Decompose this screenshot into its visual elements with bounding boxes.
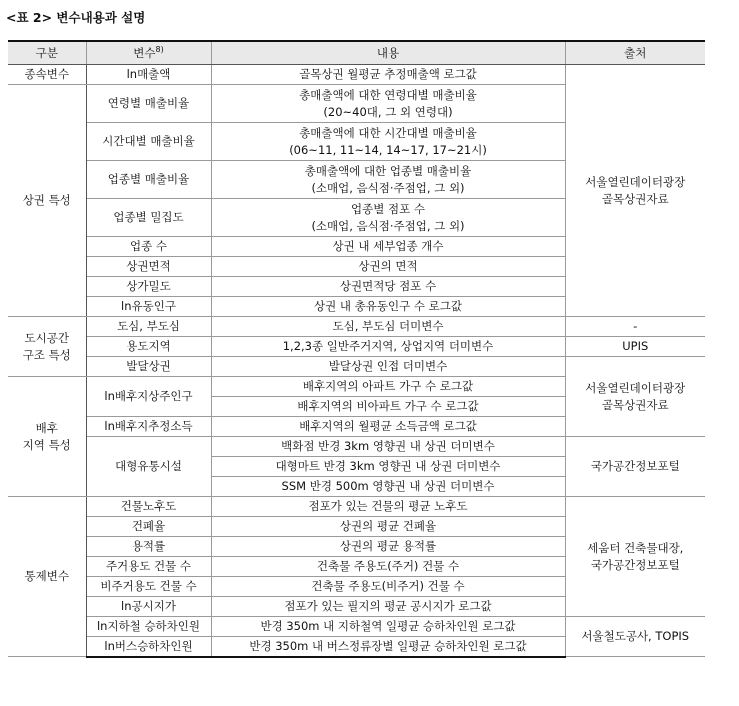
- source-cell: UPIS: [565, 337, 705, 357]
- table-row: [8, 617, 705, 637]
- table-row: [8, 65, 705, 85]
- variable-cell: 용도지역: [86, 337, 211, 357]
- table-caption: <표 2> 변수내용과 설명: [6, 10, 146, 25]
- variable-cell: 업종 수: [86, 237, 211, 257]
- variable-cell: ln공시지가: [86, 597, 211, 617]
- content-cell: 배후지역의 아파트 가구 수 로그값: [211, 377, 565, 397]
- variable-cell: 주거용도 건물 수: [86, 557, 211, 577]
- variable-cell: 상권면적: [86, 257, 211, 277]
- source-cell: 국가공간정보포털: [565, 437, 705, 497]
- group-cell: [8, 317, 86, 377]
- source-line: 세움터 건축물대장,: [587, 540, 684, 555]
- variable-cell: ln배후지추정소득: [86, 417, 211, 437]
- content-cell: 상권면적당 점포 수: [211, 277, 565, 297]
- variable-cell: 대형유통시설: [86, 437, 211, 497]
- content-cell: 반경 350m 내 지하철역 일평균 승하차인원 로그값: [211, 617, 565, 637]
- content-cell: [211, 85, 565, 123]
- table-row: [8, 337, 705, 357]
- source-line: 골목상권자료: [601, 397, 669, 412]
- source-line: 골목상권자료: [601, 191, 669, 206]
- content-cell: 1,2,3종 일반주거지역, 상업지역 더미변수: [211, 337, 565, 357]
- content-line: 총매출액에 대한 연령대별 매출비율: [299, 87, 477, 102]
- variable-cell: 연령별 매출비율: [86, 85, 211, 123]
- table-row: [8, 497, 705, 517]
- content-cell: 골목상권 월평균 추정매출액 로그값: [211, 65, 565, 85]
- variable-cell: 시간대별 매출비율: [86, 123, 211, 161]
- content-cell: 상권 내 세부업종 개수: [211, 237, 565, 257]
- group-cell: 종속변수: [8, 65, 86, 85]
- source-cell: [565, 357, 705, 437]
- content-line: (20~40대, 그 외 연령대): [323, 104, 453, 119]
- table-row: [8, 437, 705, 457]
- group-cell: 상권 특성: [8, 85, 86, 317]
- content-cell: [211, 199, 565, 237]
- content-cell: [211, 123, 565, 161]
- content-line: (소매업, 음식점·주점업, 그 외): [311, 218, 465, 233]
- content-line: 총매출액에 대한 업종별 매출비율: [304, 163, 472, 178]
- source-line: 서울열린데이터광장: [585, 380, 686, 395]
- source-line: 국가공간정보포털: [590, 557, 680, 572]
- header-source: 출처: [565, 41, 705, 65]
- content-cell: 건축물 주용도(주거) 건물 수: [211, 557, 565, 577]
- content-cell: 상권의 평균 건폐율: [211, 517, 565, 537]
- group-line: 지역 특성: [22, 437, 71, 452]
- content-line: 총매출액에 대한 시간대별 매출비율: [299, 125, 477, 140]
- variable-cell: 용적률: [86, 537, 211, 557]
- variable-cell: ln버스승하차인원: [86, 637, 211, 657]
- group-line: 구조 특성: [22, 347, 71, 362]
- content-cell: 배후지역의 비아파트 가구 수 로그값: [211, 397, 565, 417]
- variable-cell: ln매출액: [86, 65, 211, 85]
- content-cell: [211, 161, 565, 199]
- group-line: 도시공간: [24, 330, 69, 345]
- variable-cell: 업종별 밀집도: [86, 199, 211, 237]
- content-cell: SSM 반경 500m 영향권 내 상권 더미변수: [211, 477, 565, 497]
- variable-cell: 발달상권: [86, 357, 211, 377]
- variable-cell: 건폐율: [86, 517, 211, 537]
- content-cell: 반경 350m 내 버스정류장별 일평균 승하차인원 로그값: [211, 637, 565, 657]
- header-variable-label: 변수: [133, 45, 156, 60]
- table-row: [8, 357, 705, 377]
- content-line: 업종별 점포 수: [351, 201, 425, 216]
- content-cell: 상권 내 총유동인구 수 로그값: [211, 297, 565, 317]
- source-cell: [565, 65, 705, 317]
- content-cell: 점포가 있는 건물의 평균 노후도: [211, 497, 565, 517]
- content-cell: 도심, 부도심 더미변수: [211, 317, 565, 337]
- variable-cell: 도심, 부도심: [86, 317, 211, 337]
- content-cell: 건축물 주용도(비주거) 건물 수: [211, 577, 565, 597]
- group-cell: [8, 377, 86, 497]
- source-line: 서울열린데이터광장: [585, 174, 686, 189]
- source-cell: 서울철도공사, TOPIS: [565, 617, 705, 657]
- content-cell: 대형마트 반경 3km 영향권 내 상권 더미변수: [211, 457, 565, 477]
- source-cell: [565, 497, 705, 617]
- group-cell: 통제변수: [8, 497, 86, 657]
- content-cell: 점포가 있는 필지의 평균 공시지가 로그값: [211, 597, 565, 617]
- content-cell: 백화점 반경 3km 영향권 내 상권 더미변수: [211, 437, 565, 457]
- content-line: (소매업, 음식점·주점업, 그 외): [311, 180, 465, 195]
- content-cell: 상권의 평균 용적률: [211, 537, 565, 557]
- variable-cell: ln유동인구: [86, 297, 211, 317]
- footnote-marker: 8): [155, 44, 164, 54]
- header-group: 구분: [8, 41, 86, 65]
- table-header-row: [8, 41, 705, 65]
- content-cell: 배후지역의 월평균 소득금액 로그값: [211, 417, 565, 437]
- variable-cell: 업종별 매출비율: [86, 161, 211, 199]
- group-line: 배후: [35, 420, 58, 435]
- variable-table: [8, 40, 705, 658]
- content-cell: 발달상권 인접 더미변수: [211, 357, 565, 377]
- variable-cell: ln지하철 승하차인원: [86, 617, 211, 637]
- header-content: 내용: [211, 41, 565, 65]
- variable-cell: 비주거용도 건물 수: [86, 577, 211, 597]
- source-cell: -: [565, 317, 705, 337]
- table-row: [8, 317, 705, 337]
- variable-cell: 건물노후도: [86, 497, 211, 517]
- variable-cell: 상가밀도: [86, 277, 211, 297]
- content-line: (06~11, 11~14, 14~17, 17~21시): [289, 142, 487, 157]
- variable-cell: ln배후지상주인구: [86, 377, 211, 417]
- content-cell: 상권의 면적: [211, 257, 565, 277]
- header-variable: [86, 41, 211, 65]
